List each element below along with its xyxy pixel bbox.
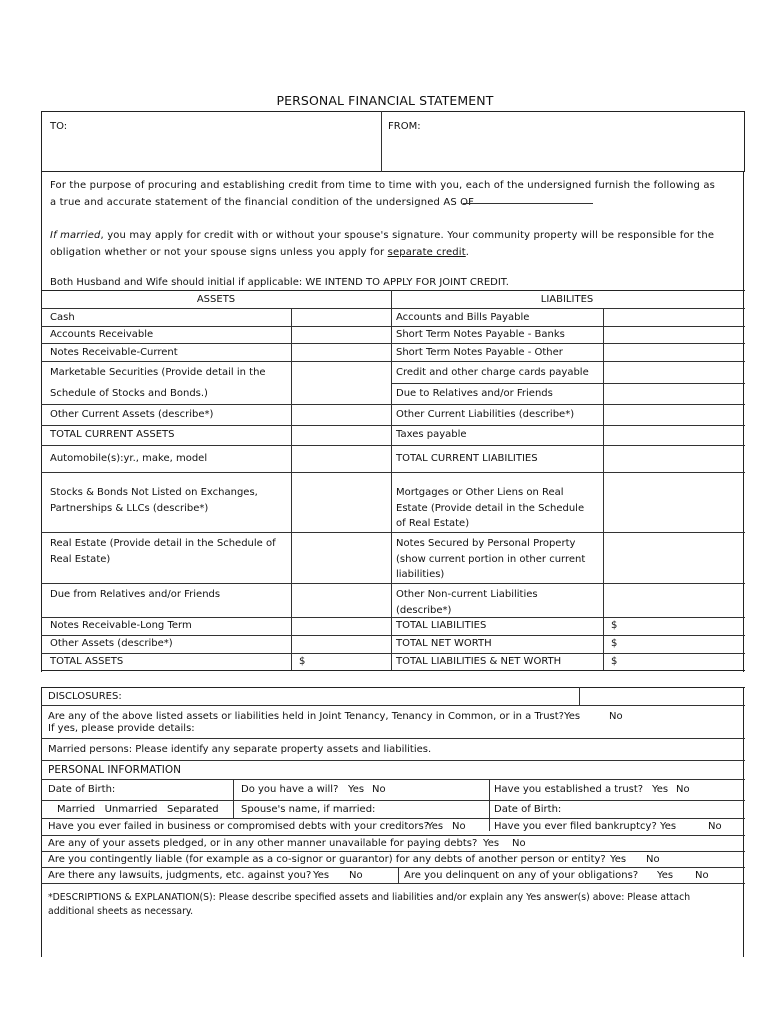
lawsuits-no[interactable]: No	[349, 870, 363, 881]
liab-total-current: TOTAL CURRENT LIABILITIES	[396, 453, 538, 464]
will-no[interactable]: No	[372, 784, 386, 795]
liability-value-field[interactable]	[605, 309, 743, 325]
if-married-label: If married	[50, 230, 101, 241]
liab-total-net-worth: TOTAL NET WORTH	[396, 638, 492, 649]
joint-tenancy-yes[interactable]: Yes	[564, 711, 581, 722]
asset-marketable-securities-2: Schedule of Stocks and Bonds.)	[50, 388, 208, 399]
liab-mortgages: Mortgages or Other Liens on Real Estate (Provide detail in the Schedule of Real Estate)	[396, 487, 585, 529]
dob-label: Date of Birth:	[48, 784, 116, 795]
total-assets-dollar: $	[299, 656, 306, 667]
delinquent-no[interactable]: No	[695, 870, 709, 881]
trust-no[interactable]: No	[676, 784, 690, 795]
from-label: FROM:	[388, 121, 421, 132]
liab-short-term-banks: Short Term Notes Payable - Banks	[396, 329, 565, 340]
will-question: Do you have a will?	[241, 784, 339, 795]
liab-due-relatives: Due to Relatives and/or Friends	[396, 388, 553, 399]
asset-marketable-securities: Marketable Securities (Provide detail in the	[50, 367, 266, 378]
total-net-worth-dollar: $	[611, 638, 618, 649]
trust-question: Have you established a trust?	[494, 784, 644, 795]
bankruptcy-no[interactable]: No	[708, 821, 722, 832]
asset-other-current: Other Current Assets (describe*)	[50, 409, 214, 420]
spouse-name-label: Spouse's name, if married:	[241, 804, 376, 815]
pledged-question: Are any of your assets pledged, or in any other manner unavailable for paying debts?	[48, 838, 478, 849]
lawsuits-question: Are there any lawsuits, judgments, etc. against you?	[48, 870, 312, 881]
delinquent-question: Are you delinquent on any of your obligations?	[404, 870, 639, 881]
explanation-field[interactable]	[43, 920, 743, 956]
intro-paragraph-2a: , you may apply for credit with or without your spouse's signature. Your community property will be responsible for the	[100, 230, 715, 241]
asset-stocks-bonds: Stocks & Bonds Not Listed on Exchanges, Partnerships & LLCs (describe*)	[50, 487, 258, 514]
intro-paragraph-1b: a true and accurate statement of the financial condition of the undersigned AS OF	[50, 197, 475, 208]
asset-value-field[interactable]	[293, 309, 389, 325]
joint-tenancy-details: If yes, please provide details:	[48, 723, 195, 734]
liab-other-current: Other Current Liabilities (describe*)	[396, 409, 575, 420]
asset-automobiles: Automobile(s):yr., make, model	[50, 453, 208, 464]
failed-business-no[interactable]: No	[452, 821, 466, 832]
contingent-no[interactable]: No	[646, 854, 660, 865]
will-yes[interactable]: Yes	[348, 784, 365, 795]
asset-due-from-relatives: Due from Relatives and/or Friends	[50, 589, 221, 600]
liab-other-noncurrent: Other Non-current Liabilities (describe*)	[396, 589, 538, 616]
to-field[interactable]	[43, 136, 379, 170]
disclosures-header: DISCLOSURES:	[48, 691, 122, 702]
pledged-no[interactable]: No	[512, 838, 526, 849]
liab-total-liab-net-worth: TOTAL LIABILITIES & NET WORTH	[396, 656, 562, 667]
liab-total-liabilities: TOTAL LIABILITIES	[396, 620, 487, 631]
asset-real-estate: Real Estate (Provide detail in the Schedule of Real Estate)	[50, 538, 276, 565]
liabilities-header: LIABILITES	[540, 294, 594, 305]
liab-credit-cards: Credit and other charge cards payable	[396, 367, 589, 378]
asset-total-current: TOTAL CURRENT ASSETS	[50, 429, 175, 440]
personal-info-header: PERSONAL INFORMATION	[48, 764, 182, 776]
marital-status[interactable]: Married Unmarried Separated	[57, 804, 219, 815]
failed-business-question: Have you ever failed in business or compromised debts with your creditors?	[48, 821, 429, 832]
to-label: TO:	[50, 121, 68, 132]
married-persons-note: Married persons: Please identify any separate property assets and liabilities.	[48, 744, 432, 755]
asset-notes-receivable-current: Notes Receivable-Current	[50, 347, 178, 358]
liab-notes-secured: Notes Secured by Personal Property (show current portion in other current liabilities)	[396, 538, 586, 580]
page-title: PERSONAL FINANCIAL STATEMENT	[276, 93, 494, 108]
explanation-note: *DESCRIPTIONS & EXPLANATION(S): Please describe specified assets and liabilities and/or explain any Yes answer(s) above: Please attach additional sheets as necessary.	[48, 892, 691, 917]
asset-other-assets: Other Assets (describe*)	[50, 638, 173, 649]
joint-tenancy-question: Are any of the above listed assets or liabilities held in Joint Tenancy, Tenancy in Common, or in a Trust?	[48, 711, 564, 722]
asset-accounts-receivable: Accounts Receivable	[50, 329, 154, 340]
lawsuits-yes[interactable]: Yes	[313, 870, 330, 881]
asset-cash: Cash	[50, 312, 75, 323]
intro-paragraph-1a: For the purpose of procuring and establishing credit from time to time with you, each of the undersigned furnish the following as	[50, 180, 715, 191]
total-liab-net-worth-dollar: $	[611, 656, 618, 667]
liab-taxes: Taxes payable	[396, 429, 467, 440]
separate-credit-link[interactable]: separate credit	[387, 247, 466, 258]
liab-accounts-bills: Accounts and Bills Payable	[396, 312, 530, 323]
joint-tenancy-no[interactable]: No	[609, 711, 623, 722]
liab-short-term-other: Short Term Notes Payable - Other	[396, 347, 563, 358]
from-field[interactable]	[383, 136, 743, 170]
assets-header: ASSETS	[196, 294, 236, 305]
asset-notes-receivable-long: Notes Receivable-Long Term	[50, 620, 192, 631]
asset-total-assets: TOTAL ASSETS	[50, 656, 124, 667]
contingent-question: Are you contingently liable (for example as a co-signor or guarantor) for any debts of another person or entity?	[48, 854, 606, 865]
bankruptcy-question: Have you ever filed bankruptcy?	[494, 821, 657, 832]
failed-business-yes[interactable]: Yes	[427, 821, 444, 832]
intro-paragraph-2b: obligation whether or not your spouse signs unless you apply for	[50, 247, 388, 258]
dob2-label: Date of Birth:	[494, 804, 562, 815]
bankruptcy-yes[interactable]: Yes	[660, 821, 677, 832]
pledged-yes[interactable]: Yes	[483, 838, 500, 849]
joint-credit-text: Both Husband and Wife should initial if applicable: WE INTEND TO APPLY FOR JOINT CREDIT.	[50, 277, 509, 288]
as-of-date-field[interactable]	[463, 203, 593, 204]
delinquent-yes[interactable]: Yes	[657, 870, 674, 881]
trust-yes[interactable]: Yes	[652, 784, 669, 795]
contingent-yes[interactable]: Yes	[610, 854, 627, 865]
total-liabilities-dollar: $	[611, 620, 618, 631]
